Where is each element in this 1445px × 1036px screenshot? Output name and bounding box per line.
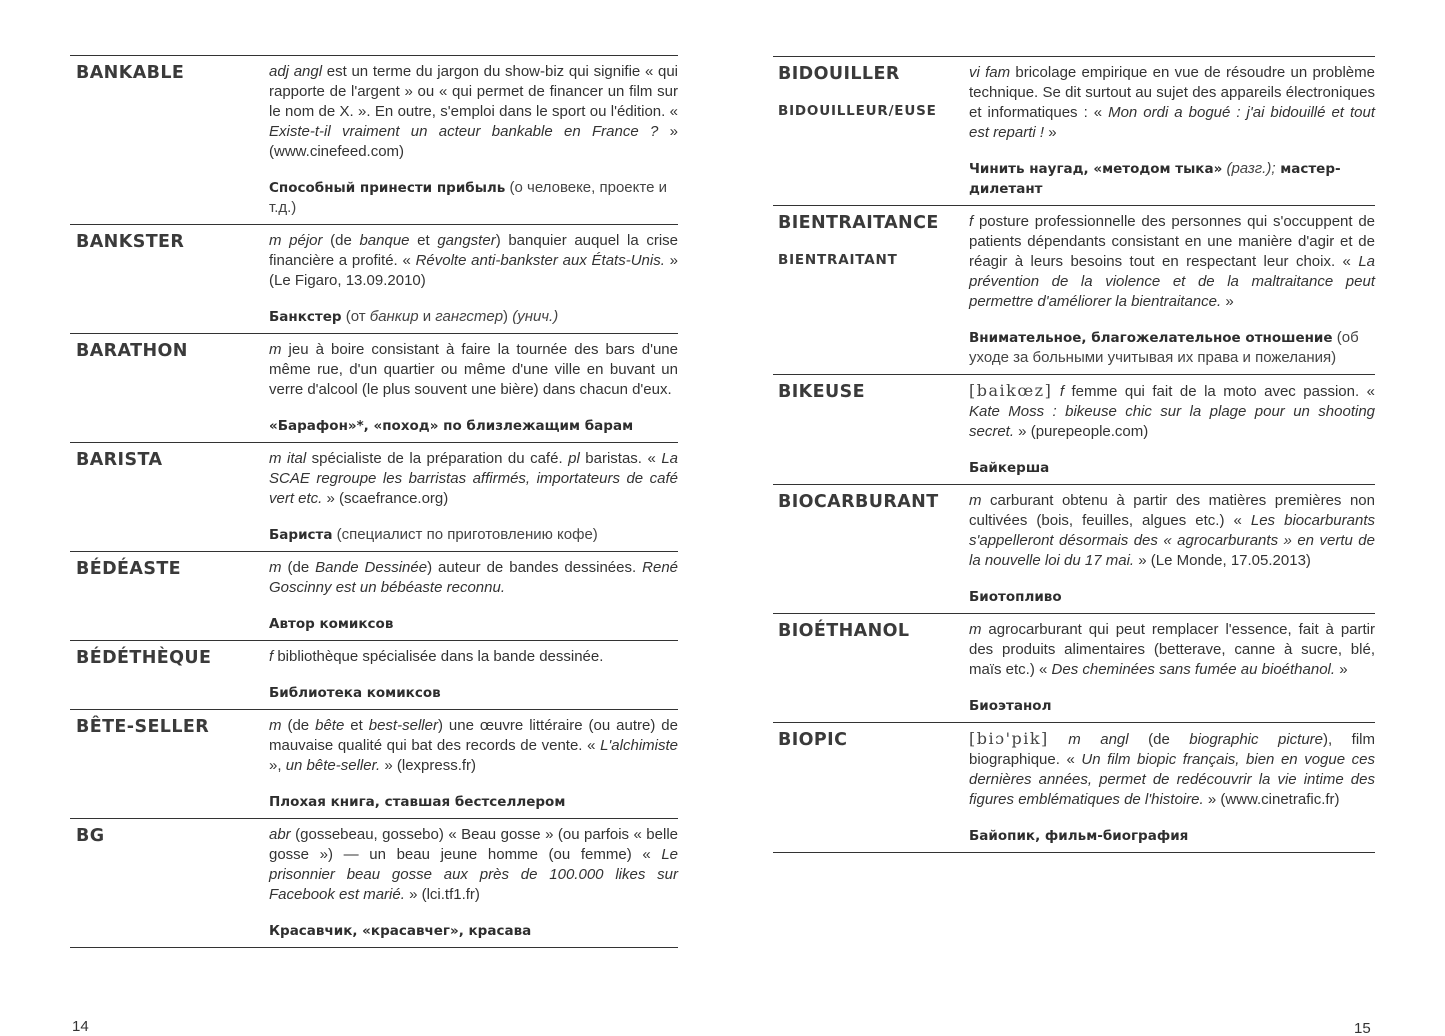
entry-body [969, 381, 1375, 478]
definition-italic: abr [269, 826, 291, 843]
sub-headword: BIENTRAITANT [778, 252, 898, 268]
definition-text: ) auteur de bandes dessinées. [427, 559, 643, 576]
definition-italic: Kate Moss : bikeuse chic sur la plage pour un shooting secret. [969, 403, 1375, 440]
definition-italic: un bête-seller. [285, 757, 381, 774]
headword: BG [76, 826, 105, 846]
definition-text: » (lexpress.fr) [380, 757, 477, 774]
definition-italic: biographic picture [1189, 731, 1324, 748]
definition-text: bibliothèque spécialisée dans la bande dessinée. [273, 648, 604, 665]
sub-headword: BIDOUILLEUR/EUSE [778, 103, 937, 119]
translation-text: Плохая книга, ставшая бестселлером [269, 794, 566, 810]
dictionary-entry [70, 442, 678, 551]
russian-translation [969, 826, 1375, 846]
russian-translation [269, 525, 678, 545]
russian-translation [269, 683, 678, 703]
definition-italic: pl [568, 450, 580, 467]
dictionary-entry [70, 640, 678, 709]
headword: BÉDÉTHÈQUE [76, 648, 212, 668]
translation-text: гангстер [435, 308, 504, 325]
definition-text [1049, 731, 1069, 748]
russian-translation [269, 178, 678, 218]
definition [969, 729, 1375, 810]
definition-text: bricolage empirique en vue de résoudre un problème technique. Se dit surtout au sujet des appareils électroniques et informatiques : « [969, 64, 1375, 121]
definition-italic: vi fam [969, 64, 1011, 81]
translation-text: мастер-дилетант [969, 161, 1341, 197]
entry-body [969, 620, 1375, 716]
dictionary-entry [70, 709, 678, 818]
left-page [0, 0, 722, 1036]
definition-text: ), film biographique. « [969, 731, 1376, 768]
definition-italic: Le prisonnier beau gosse aux près de 100.000 likes sur Facebook est marié. [269, 846, 678, 903]
definition-text: agrocarburant qui peut remplacer l'essence, fait à partir des produits alimentaires (betterave, canne à sucre, blé, maïs etc.) « [969, 621, 1375, 678]
definition [269, 647, 678, 667]
definition-italic: La SCAE regroupe les barristas affirmés, importateurs de café vert etc. [269, 450, 678, 507]
translation-text: «Барафон»*, «поход» по близлежащим барам [269, 418, 634, 434]
definition-text: ) banquier auquel la crise financière a profité. « [269, 232, 678, 269]
definition-italic: f [269, 648, 274, 665]
definition-italic: René Goscinny est un bébéaste reconnu. [269, 559, 678, 596]
headword: BARISTA [76, 450, 163, 470]
translation-text: Красавчик, «красавчег», красава [269, 923, 532, 939]
russian-translation [269, 614, 678, 634]
definition [969, 620, 1375, 680]
definition-italic: m [969, 492, 982, 509]
definition [269, 825, 678, 905]
definition-italic: best-seller [368, 717, 438, 734]
definition-text: femme qui fait de la moto avec passion. « [1064, 383, 1376, 400]
definition-text: » (Le Monde, 17.05.2013) [1134, 552, 1311, 569]
definition-text: » (purepeople.com) [1014, 423, 1149, 440]
russian-translation [969, 587, 1375, 607]
russian-translation [969, 328, 1375, 368]
dictionary-left [70, 55, 678, 948]
definition [269, 62, 678, 162]
entry-heads [70, 716, 269, 812]
dictionary-entry [70, 551, 678, 640]
definition-italic: f [1059, 383, 1065, 400]
definition-text: » (Le Figaro, 13.09.2010) [269, 252, 678, 289]
definition-italic: f [969, 213, 974, 230]
russian-translation [969, 159, 1375, 199]
russian-translation [969, 458, 1375, 478]
definition-italic: Mon ordi a bogué : j'ai bidouillé et tout est reparti ! [969, 104, 1375, 141]
entry-body [269, 340, 678, 436]
entry-body [969, 491, 1375, 607]
entry-heads [70, 340, 269, 436]
translation-text: (унич.) [512, 308, 559, 325]
definition-text: spécialiste de la préparation du café. [306, 450, 569, 467]
translation-text: и [418, 308, 436, 325]
headword: BÉDÉASTE [76, 559, 182, 579]
headword: BÊTE-SELLER [76, 717, 210, 737]
definition-italic: m [269, 717, 282, 734]
definition-text: carburant obtenu à partir des matières premières non cultivées (bois, feuilles, algues etc.) « [969, 492, 1375, 529]
entry-heads [773, 491, 969, 607]
entry-heads [70, 558, 269, 634]
dictionary-entry [773, 56, 1375, 205]
entry-heads [773, 620, 969, 716]
definition-text: ) une œuvre littéraire (ou autre) de mauvaise qualité qui bat des records de vente. « [269, 717, 678, 754]
translation-text: Библиотека комиксов [269, 685, 441, 701]
definition [969, 212, 1375, 312]
entry-heads [70, 231, 269, 327]
entry-heads [70, 647, 269, 703]
headword: BIKEUSE [778, 382, 865, 402]
dictionary-entry [773, 374, 1375, 484]
entry-heads [773, 729, 969, 846]
entry-body [969, 212, 1375, 368]
translation-text: Байопик, фильм-биография [969, 828, 1189, 844]
headword: BIOPIC [778, 730, 848, 750]
definition-text: » (scaefrance.org) [322, 490, 449, 507]
entry-body [269, 558, 678, 634]
definition-italic: m ital [269, 450, 307, 467]
entry-heads [773, 212, 969, 368]
russian-translation [269, 792, 678, 812]
definition-text: baristas. « [579, 450, 662, 467]
headword: BIDOUILLER [778, 64, 900, 84]
headword: BIOCARBURANT [778, 492, 939, 512]
definition-italic: Révolte anti-bankster aux États-Unis. [415, 252, 665, 269]
definition-text: (de [281, 559, 316, 576]
dictionary-entry [773, 613, 1375, 722]
page-number-left: 14 [72, 1018, 89, 1035]
page-number-right: 15 [1354, 1020, 1371, 1036]
right-page [722, 0, 1445, 1036]
headword: BIENTRAITANCE [778, 213, 939, 233]
definition-italic: L'alchimiste [600, 737, 678, 754]
definition-text: est un terme du jargon du show-biz qui signifie « qui rapporte de l'argent » ou « qui permet de financer un film sur le nom de X. ». En outre, s'emploi dans le sport ou l'édition. « [269, 63, 679, 120]
dictionary-entry [773, 722, 1375, 853]
definition-italic: Des cheminées sans fumée au bioéthanol. [1051, 661, 1336, 678]
entry-heads [773, 381, 969, 478]
definition [269, 231, 678, 291]
definition-text [1052, 383, 1060, 400]
definition-text: (de [322, 232, 360, 249]
dictionary-entry [70, 224, 678, 333]
translation-text: банкир [369, 308, 419, 325]
dictionary-entry [70, 818, 678, 948]
translation-text: (специалист по приготовлению кофе) [332, 526, 598, 543]
definition-italic: bête [315, 717, 345, 734]
entry-body [269, 716, 678, 812]
dictionary-entry [70, 55, 678, 224]
definition [269, 558, 678, 598]
definition [269, 716, 678, 776]
translation-text: (от [341, 308, 370, 325]
translation-text: ) [503, 308, 513, 325]
definition-italic: m [969, 621, 982, 638]
definition-italic: Un film biopic français, bien en vogue ces dernières années, permet de redécouvrir la vie intime des figures emblématiques de l'histoire. [969, 751, 1375, 808]
entry-heads [70, 825, 269, 941]
definition-text: » [1044, 124, 1057, 141]
definition-italic: m péjor [269, 232, 323, 249]
definition-italic: Les biocarburants s'appelleront désormais des « agrocarburants » en vertu de la nouvelle loi du 17 mai. [969, 512, 1375, 569]
definition [269, 340, 678, 400]
definition-text: jeu à boire consistant à faire la tournée des bars d'une même rue, d'un quartier ou même d'une ville en buvant un verre d'alcool (le plus souvent une bière) dans chacun d'eux. [269, 341, 678, 398]
dictionary-entry [773, 484, 1375, 613]
headword: BARATHON [76, 341, 188, 361]
dictionary-entry [773, 205, 1375, 374]
entry-heads [70, 449, 269, 545]
headword: BANKSTER [76, 232, 185, 252]
definition-text: et [344, 717, 369, 734]
definition [969, 381, 1375, 442]
entry-body [269, 647, 678, 703]
definition [969, 63, 1375, 143]
definition-text: posture professionnelle des personnes qui s'occuppent de patients dépendants consistant en une manière d'agir et de réagir à leurs besoins tout en respectant leur choix. « [969, 213, 1375, 270]
definition-text: » [1335, 661, 1348, 678]
translation-text: Автор комиксов [269, 616, 394, 632]
entry-body [969, 729, 1375, 846]
definition [269, 449, 678, 509]
definition-text: » (www.cinetrafic.fr) [1203, 791, 1340, 808]
translation-text: Банкстер [269, 309, 342, 325]
definition-text: » (lci.tf1.fr) [404, 886, 480, 903]
definition-text: (gossebeau, gossebo) « Beau gosse » (ou parfois « belle gosse ») — un beau jeune homme (ou femme) « [269, 826, 678, 863]
entry-heads [773, 63, 969, 199]
translation-text: Внимательное, благожелательное отношение [969, 330, 1333, 346]
dictionary-entry [70, 333, 678, 442]
russian-translation [269, 307, 678, 327]
definition-text: et [409, 232, 438, 249]
entry-heads [70, 62, 269, 218]
definition [969, 491, 1375, 571]
definition-text: (de [281, 717, 316, 734]
definition-text: » [1221, 293, 1234, 310]
translation-text: Бариста [269, 527, 333, 543]
translation-text: (разг.); [1222, 160, 1276, 177]
definition-text: », [269, 757, 286, 774]
translation-text: Способный принести прибыль [269, 180, 506, 196]
headword: BANKABLE [76, 63, 185, 83]
entry-body [269, 825, 678, 941]
definition-italic: adj angl [269, 63, 323, 80]
definition-italic: m angl [1068, 731, 1129, 748]
russian-translation [969, 696, 1375, 716]
definition-italic: La prévention de la violence et de la maltraitance peut permettre d'améliorer la bientraitance. [969, 253, 1375, 310]
definition-italic: m [269, 341, 282, 358]
russian-translation [269, 416, 678, 436]
definition-italic: Bande Dessinée [315, 559, 428, 576]
definition-text: (de [1128, 731, 1190, 748]
translation-text: (о человеке, проекте и т.д.) [269, 179, 667, 216]
entry-body [269, 62, 678, 218]
definition-italic: Existe-t-il vraiment un acteur bankable en France ? [269, 123, 659, 140]
russian-translation [269, 921, 678, 941]
translation-text: Байкерша [969, 460, 1050, 476]
headword: BIOÉTHANOL [778, 621, 910, 641]
entry-body [969, 63, 1375, 199]
definition-text: » (www.cinefeed.com) [269, 123, 678, 160]
translation-text: Биотопливо [969, 589, 1062, 605]
definition-italic: gangster [437, 232, 496, 249]
phonetic-transcription: [baikœz] [969, 381, 1053, 400]
translation-text: Биоэтанол [969, 698, 1052, 714]
translation-text: Чинить наугад, «методом тыка» [969, 161, 1223, 177]
entry-body [269, 231, 678, 327]
phonetic-transcription: [biɔ'pik] [969, 729, 1049, 748]
definition-italic: m [269, 559, 282, 576]
translation-text: (об уходе за больными учитывая их права и пожелания) [969, 329, 1359, 366]
entry-body [269, 449, 678, 545]
definition-italic: banque [359, 232, 410, 249]
dictionary-right [773, 56, 1375, 853]
